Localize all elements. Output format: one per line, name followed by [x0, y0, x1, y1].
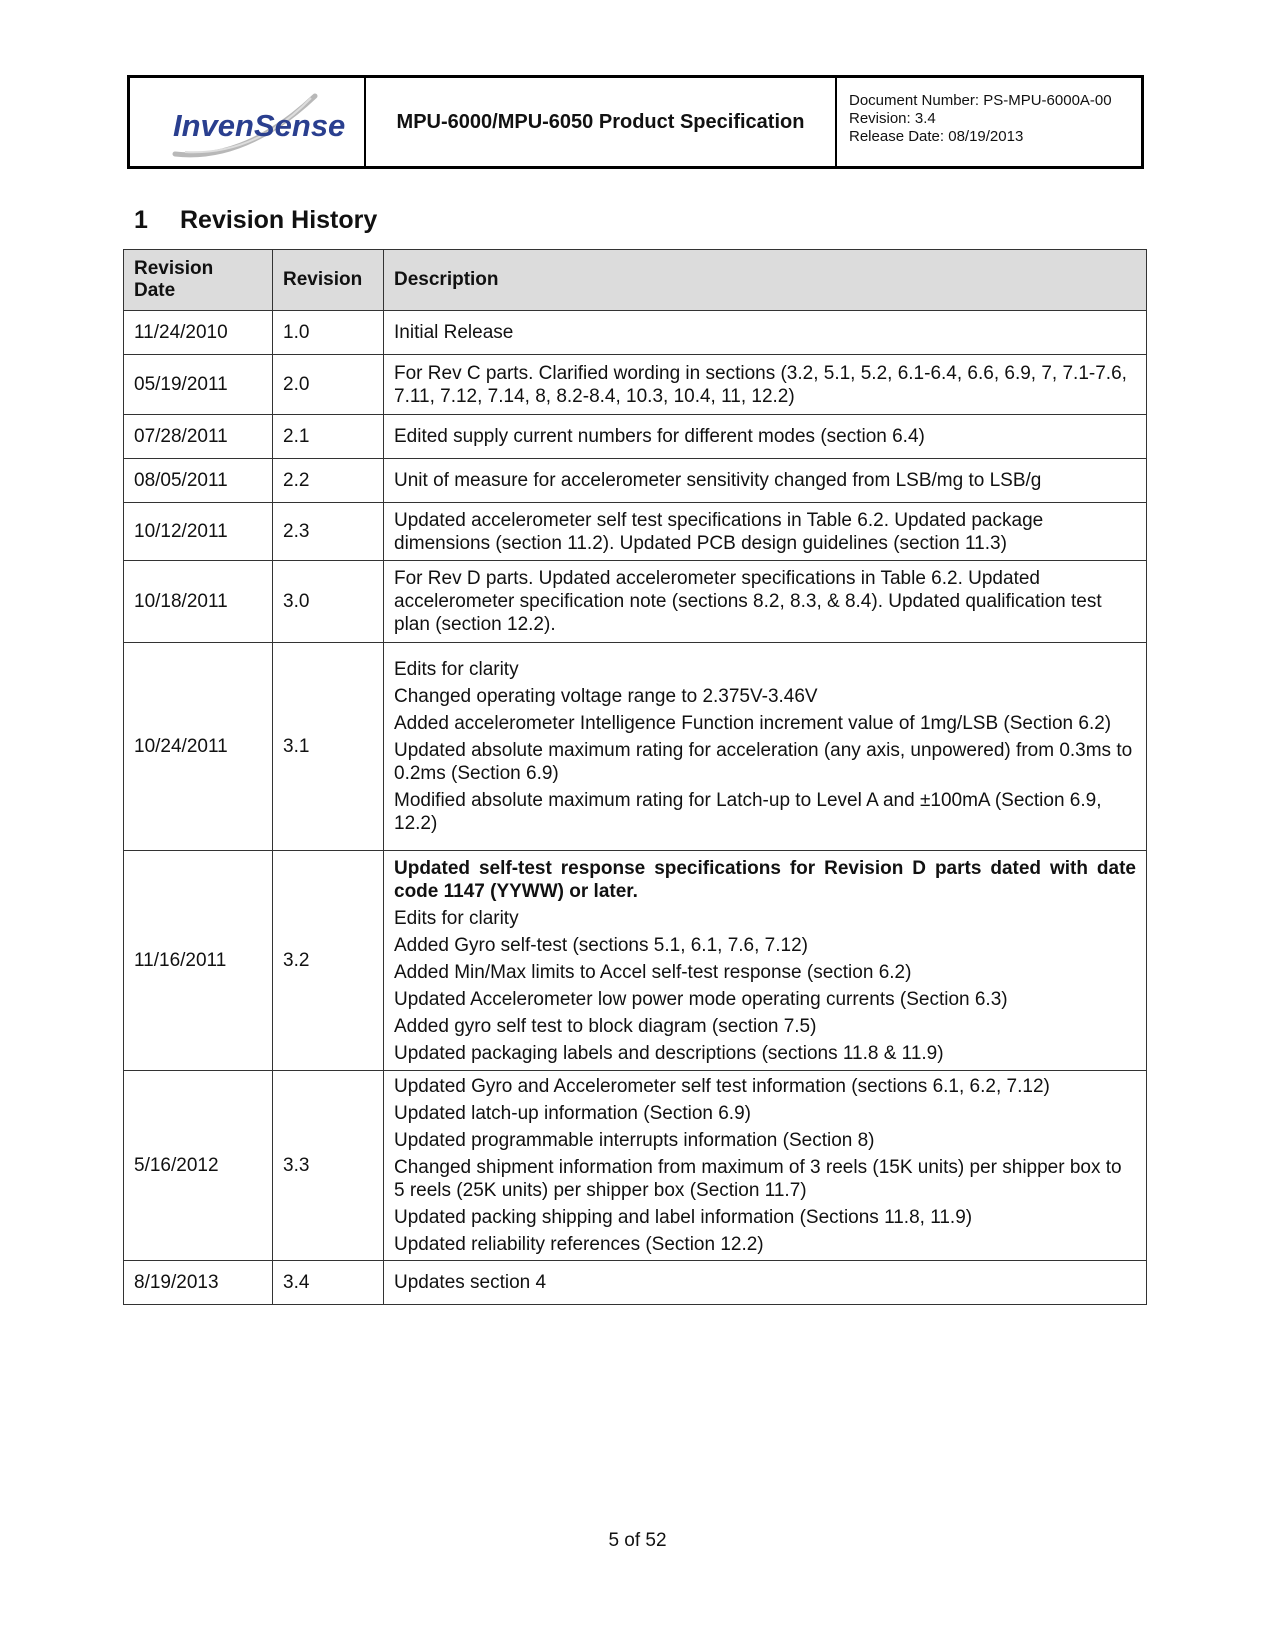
description-line: Updated latch-up information (Section 6.9)	[394, 1103, 751, 1124]
revision-number: 3.1	[273, 643, 384, 851]
revision-description	[384, 355, 1147, 415]
revision-description	[384, 311, 1147, 355]
description-line: Updated accelerometer self test specifications in Table 6.2. Updated package dimensions (section 11.2). Updated PCB design guidelines (section 11.3)	[394, 509, 1044, 554]
company-logo	[130, 78, 366, 166]
description-line: Updated reliability references (Section 12.2)	[394, 1234, 764, 1255]
revision-date: 07/28/2011	[124, 415, 273, 459]
logo-text: InvenSense	[173, 108, 346, 143]
invensense-logo-icon	[165, 84, 346, 164]
description-line: Changed operating voltage range to 2.375V-3.46V	[394, 686, 818, 707]
revision-description	[384, 561, 1147, 643]
section-number: 1	[134, 206, 148, 234]
description-line: Edited supply current numbers for different modes (section 6.4)	[394, 426, 925, 447]
revision-description	[384, 415, 1147, 459]
description-line: For Rev D parts. Updated accelerometer specifications in Table 6.2. Updated accelerometer specification note (sections 8.2, 8.3, & 8.4). Updated qualification test plan (section 12.2).	[394, 568, 1102, 635]
revision-number: 2.2	[273, 459, 384, 503]
table-row	[124, 1071, 1147, 1261]
revision-description	[384, 459, 1147, 503]
description-line: Updates section 4	[394, 1272, 547, 1293]
document-title: MPU-6000/MPU-6050 Product Specification	[366, 78, 837, 166]
page-number: 5 of 52	[608, 1530, 667, 1551]
table-row	[124, 503, 1147, 561]
description-line: Updated programmable interrupts information (Section 8)	[394, 1130, 875, 1151]
revision-description	[384, 851, 1147, 1071]
column-header-description: Description	[384, 250, 1147, 311]
table-row	[124, 415, 1147, 459]
description-line: Updated packaging labels and descriptions (sections 11.8 & 11.9)	[394, 1042, 944, 1064]
revision-date: 11/16/2011	[124, 851, 273, 1071]
revision-date: 5/16/2012	[124, 1071, 273, 1261]
description-line: Added accelerometer Intelligence Function increment value of 1mg/LSB (Section 6.2)	[394, 713, 1112, 734]
description-highlight: Updated self-test response specifications for Revision D parts dated with date code 1147 (YYWW) or later.	[394, 857, 1136, 902]
column-header-revision: Revision	[273, 250, 384, 311]
description-line: Edits for clarity	[394, 659, 519, 680]
revision-number: 3.3	[273, 1071, 384, 1261]
table-row	[124, 1261, 1147, 1305]
document-meta	[837, 78, 1141, 166]
table-row	[124, 355, 1147, 415]
description-line: Added Gyro self-test (sections 5.1, 6.1, 7.6, 7.12)	[394, 934, 808, 956]
revision-number: 2.3	[273, 503, 384, 561]
revision-number: 3.0	[273, 561, 384, 643]
section-heading	[134, 206, 377, 235]
description-line: Changed shipment information from maximum of 3 reels (15K units) per shipper box to 5 reels (25K units) per shipper box (Section 11.7)	[394, 1157, 1122, 1201]
revision-description	[384, 1071, 1147, 1261]
description-line: Initial Release	[394, 322, 514, 343]
table-row	[124, 459, 1147, 503]
revision-date: 05/19/2011	[124, 355, 273, 415]
revision-date: 10/24/2011	[124, 643, 273, 851]
description-line: Updated Accelerometer low power mode operating currents (Section 6.3)	[394, 988, 1008, 1010]
revision-date: 10/18/2011	[124, 561, 273, 643]
revision-date: 8/19/2013	[124, 1261, 273, 1305]
table-row	[124, 311, 1147, 355]
revision-description	[384, 643, 1147, 851]
description-line: Updated absolute maximum rating for acceleration (any axis, unpowered) from 0.3ms to 0.2ms (Section 6.9)	[394, 740, 1133, 784]
column-header-date: Revision Date	[124, 250, 273, 311]
doc-release-date: Release Date: 08/19/2013	[849, 128, 1024, 145]
doc-number: Document Number: PS-MPU-6000A-00	[849, 92, 1112, 109]
description-line: Edits for clarity	[394, 907, 519, 929]
table-row	[124, 643, 1147, 851]
table-row	[124, 851, 1147, 1071]
description-line: Added gyro self test to block diagram (section 7.5)	[394, 1015, 817, 1037]
table-row	[124, 561, 1147, 643]
description-line: Modified absolute maximum rating for Latch-up to Level A and ±100mA (Section 6.9, 12.2)	[394, 790, 1102, 834]
description-line: Updated packing shipping and label information (Sections 11.8, 11.9)	[394, 1207, 973, 1228]
table-header-row	[124, 250, 1147, 311]
revision-number: 2.1	[273, 415, 384, 459]
revision-number: 3.2	[273, 851, 384, 1071]
revision-date: 10/12/2011	[124, 503, 273, 561]
revision-description	[384, 1261, 1147, 1305]
doc-revision: Revision: 3.4	[849, 110, 936, 127]
revision-history-table	[123, 249, 1147, 1305]
description-line: Updated Gyro and Accelerometer self test information (sections 6.1, 6.2, 7.12)	[394, 1076, 1050, 1097]
description-line: Added Min/Max limits to Accel self-test response (section 6.2)	[394, 961, 912, 983]
revision-number: 2.0	[273, 355, 384, 415]
description-line: For Rev C parts. Clarified wording in sections (3.2, 5.1, 5.2, 6.1-6.4, 6.6, 6.9, 7, 7.1-7.6, 7.11, 7.12, 7.14, 8, 8.2-8.4, 10.3, 10.4, 11, 12.2)	[394, 362, 1127, 407]
description-line: Unit of measure for accelerometer sensitivity changed from LSB/mg to LSB/g	[394, 470, 1042, 491]
revision-date: 08/05/2011	[124, 459, 273, 503]
revision-date: 11/24/2010	[124, 311, 273, 355]
revision-number: 1.0	[273, 311, 384, 355]
revision-number: 3.4	[273, 1261, 384, 1305]
revision-description	[384, 503, 1147, 561]
document-header	[127, 75, 1144, 169]
section-title: Revision History	[180, 206, 378, 234]
